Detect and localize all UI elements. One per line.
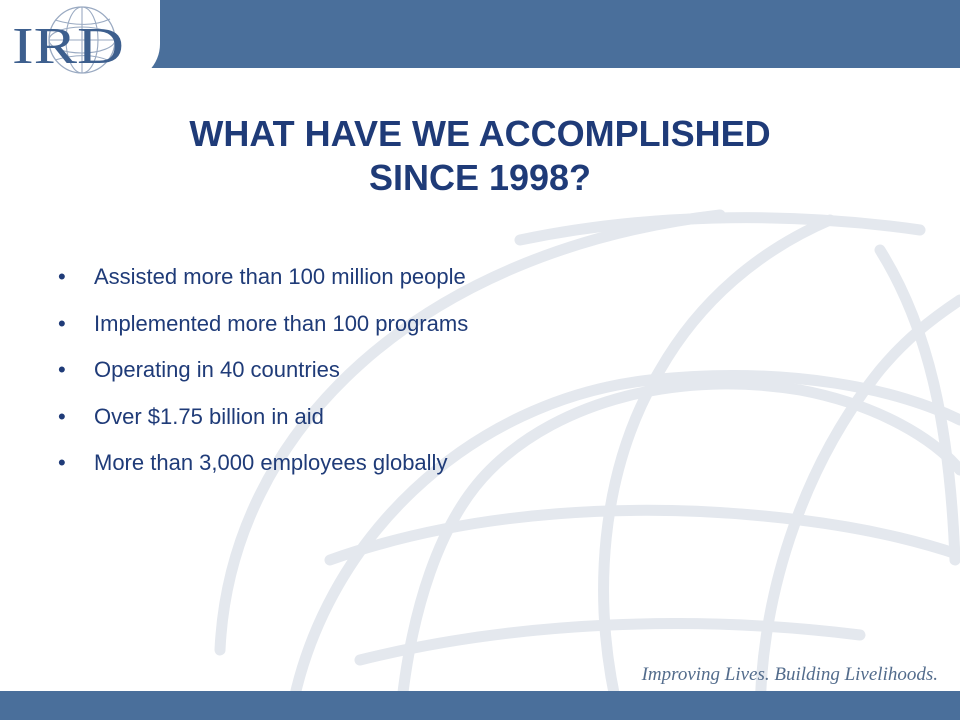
bullet-item xyxy=(58,309,818,356)
bullet-item xyxy=(58,355,818,402)
bullet-list xyxy=(58,262,818,495)
bullet-text: Implemented more than 100 programs xyxy=(94,310,469,336)
bullet-dot-icon: • xyxy=(58,357,66,382)
bullet-dot-icon: • xyxy=(58,403,66,429)
slide-title xyxy=(60,112,900,200)
bullet-text: Assisted more than 100 million people xyxy=(94,264,466,289)
bullet-item xyxy=(58,448,818,495)
tagline: Improving Lives. Building Livelihoods. xyxy=(641,664,938,685)
bullet-dot-icon: • xyxy=(58,310,66,336)
bullet-text: Operating in 40 countries xyxy=(94,357,340,382)
bullet-dot-icon: • xyxy=(58,450,66,475)
ird-globe-logo xyxy=(0,0,160,82)
bullet-item xyxy=(58,262,818,309)
bullet-dot-icon: • xyxy=(58,264,66,289)
title-line-2: SINCE 1998? xyxy=(368,157,592,198)
bullet-text: Over $1.75 billion in aid xyxy=(94,403,324,429)
bullet-text: More than 3,000 employees globally xyxy=(94,450,448,475)
logo-text: IRD xyxy=(12,18,124,75)
logo-tab xyxy=(0,0,160,82)
bullet-item xyxy=(58,402,818,449)
title-line-1: WHAT HAVE WE ACCOMPLISHED xyxy=(189,113,771,154)
bottom-band xyxy=(0,691,960,720)
